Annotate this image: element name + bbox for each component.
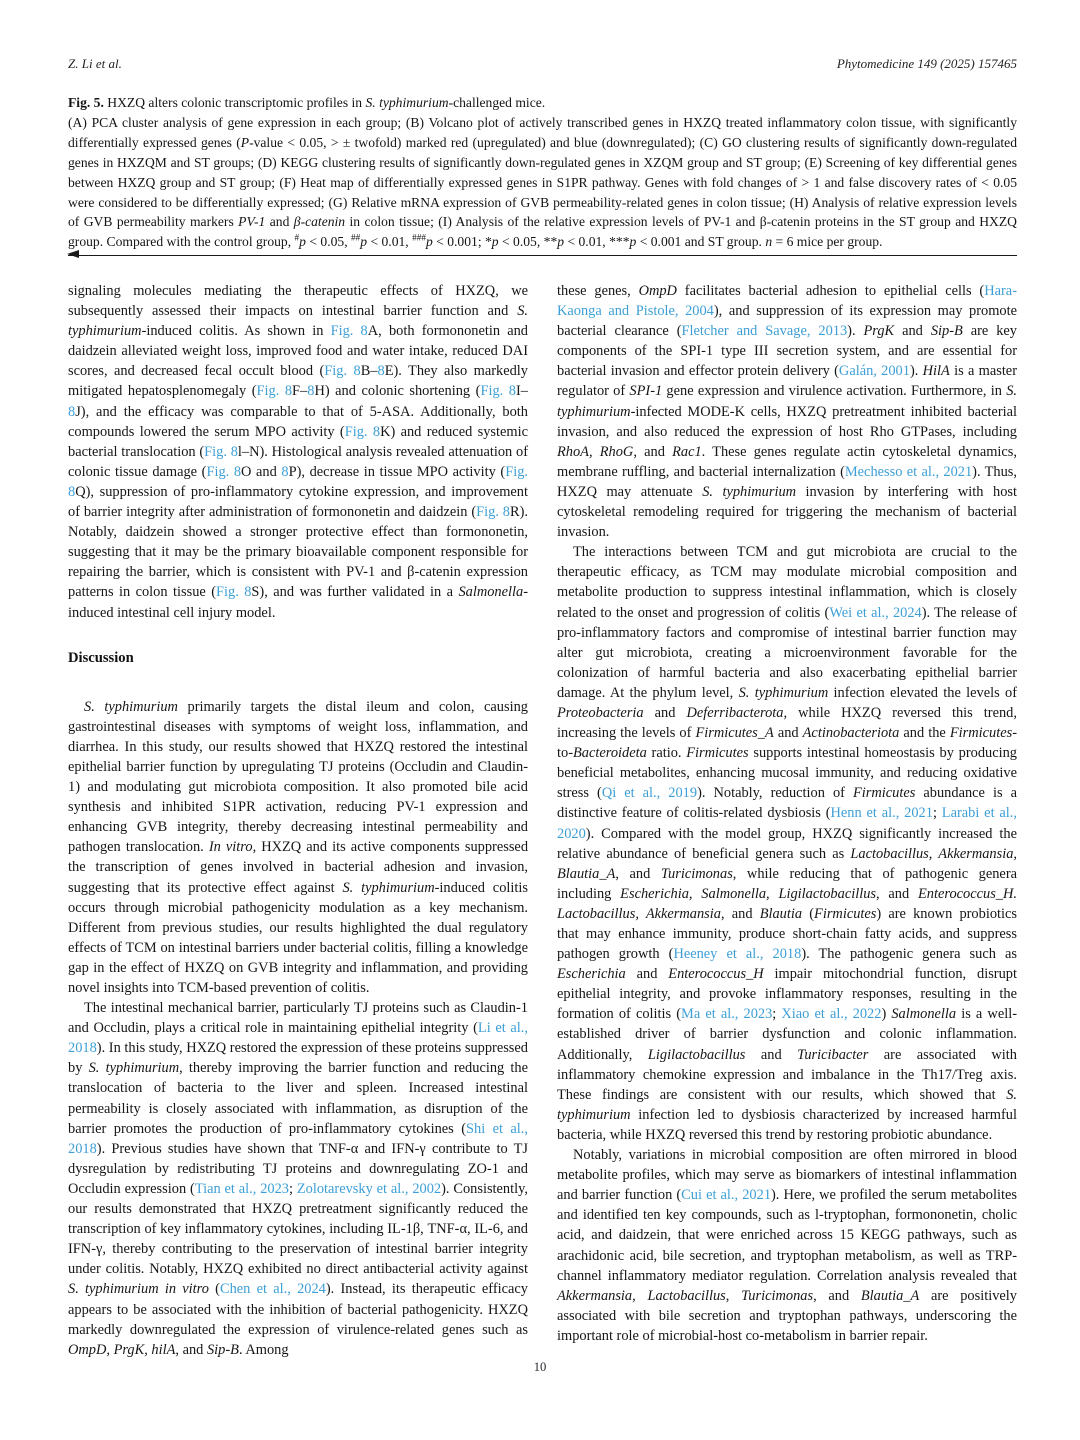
caption-divider-arrow [68, 255, 1017, 256]
citation-link[interactable]: Heeney et al., 2018 [673, 946, 802, 963]
italic-text: Firmicutes [949, 725, 1013, 742]
superscript-marker: ### [412, 232, 426, 243]
italic-text: S. typhimurium in vitro [68, 1281, 209, 1298]
italic-text: S. typhimurium [88, 1060, 180, 1077]
italic-text: Sip-B [206, 1341, 239, 1358]
italic-text: OmpD [638, 283, 677, 299]
italic-text: Firmicutes_A [695, 725, 774, 742]
citation-link[interactable]: Larabi et al., 2020 [557, 805, 1017, 842]
superscript-marker: # [294, 232, 300, 243]
page-number: 10 [533, 1360, 547, 1374]
italic-text: S. typhimurium [738, 684, 829, 701]
italic-text: In vitro [208, 839, 253, 856]
citation-link[interactable]: Fig. 8 [476, 504, 510, 521]
italic-text: Actinobacteriota [802, 725, 900, 742]
italic-text: HilA [922, 363, 950, 380]
italic-text: Blautia_A [860, 1287, 920, 1304]
italic-text: S. typhimurium [342, 879, 435, 896]
citation-link[interactable]: 8 [307, 383, 315, 400]
italic-text: S. typhimurium [557, 1086, 1017, 1123]
journal-reference: Phytomedicine 149 (2025) 157465 [836, 56, 1017, 71]
bold-text: Fig. 5. [68, 95, 104, 110]
citation-link[interactable]: Tian et al., 2023 [194, 1180, 289, 1197]
italic-text: Blautia [759, 905, 803, 922]
figure-caption-title: Fig. 5. HXZQ alters colonic transcriptomic profiles in S. typhimurium-challenged mice. [68, 95, 546, 110]
page-footer [0, 1360, 1080, 1375]
paragraph: The interactions between TCM and gut microbiota are crucial to the therapeutic efficacy, as TCM may modulate microbial composition and metabolite production to suppress intestinal inflammation, which is closely related to the onset and progression of colitis (Wei et al., 2024). The release of pro-inflammatory factors and compromise of intestinal barrier function may alter gut microbiota, creating a microenvironment favorable for the colonization of harmful bacteria and also exacerbating epithelial barrier damage. At the phylum level, S. typhimurium infection elevated the levels of Proteobacteria and Deferribacterota, while HXZQ reversed this trend, increasing the levels of Firmicutes_A and Actinobacteriota and the Firmicutes-to-Bacteroideta ratio. Firmicutes supports intestinal homeostasis by producing beneficial metabolites, enhancing mucosal immunity, and reducing oxidative stress (Qi et al., 2019). Notably, reduction of Firmicutes abundance is a distinctive feature of colitis-related dysbiosis (Henn et al., 2021; Larabi et al., 2020). Compared with the model group, HXZQ significantly increased the relative abundance of beneficial genera such as Lactobacillus, Akkermansia, Blautia_A, and Turicimonas, while reducing that of pathogenic genera including Escherichia, Salmonella, Ligilactobacillus, and Enterococcus_H. Lactobacillus, Akkermansia, and Blautia (Firmicutes) are known probiotics that may enhance immunity, produce short-chain fatty acids, and suppress pathogen growth (Heeney et al., 2018). The pathogenic genera such as Escherichia and Enterococcus_H impair mitochondrial function, disrupt epithelial integrity, and provoke inflammatory responses, resulting in the formation of colitis (Ma et al., 2023; Xiao et al., 2022) Salmonella is a well-established driver of barrier dysfunction and colonic inflammation. Additionally, Ligilactobacillus and Turicibacter are associated with inflammatory chemokine expression and imbalance in the Th17/Treg axis. These findings are consistent with our results, which showed that S. typhimurium infection led to dysbiosis characterized by increased harmful bacteria, while HXZQ reversed this trend by restoring probiotic abundance. [557, 544, 1018, 1143]
citation-link[interactable]: Ma et al., 2023 [681, 1006, 773, 1023]
italic-text: S. typhimurium [365, 95, 449, 110]
citation-link[interactable]: Chen et al., 2024 [219, 1281, 326, 1298]
citation-link[interactable]: Fig. 8 [216, 584, 252, 601]
citation-link[interactable]: Qi et al., 2019 [601, 785, 698, 802]
paragraph: these genes, OmpD facilitates bacterial adhesion to epithelial cells (Hara-Kaonga and Pistole, 2004), and suppression of its expression may promote bacterial clearance (Fletcher and Savage, 2013). PrgK and Sip-B are key components of the SPI-1 type III secretion system, and are essential for bacterial invasion and effector protein delivery (Galán, 2001). HilA is a master regulator of SPI-1 gene expression and virulence activation. Furthermore, in S. typhimurium-infected MODE-K cells, HXZQ pretreatment inhibited bacterial invasion, and also reduced the expression of host Rho GTPases, including RhoA, RhoG, and Rac1. These genes regulate actin cytoskeletal dynamics, membrane ruffling, and bacterial internalization (Mechesso et al., 2021). Thus, HXZQ may attenuate S. typhimurium invasion by interfering with host cytoskeletal remodeling required for triggering the mechanism of bacterial invasion. [557, 283, 1018, 541]
citation-link[interactable]: Shi et al., 2018 [68, 1120, 529, 1157]
italic-text: p [299, 234, 306, 250]
section-heading: Discussion [68, 649, 134, 666]
citation-link[interactable]: Wei et al., 2024 [829, 604, 922, 621]
citation-link[interactable]: Cui et al., 2021 [681, 1187, 772, 1204]
italic-text: Akkermansia, Lactobacillus, Turicimonas [557, 1287, 814, 1304]
figure-caption [68, 93, 1017, 252]
italic-text: Deferribacterota [686, 704, 784, 721]
page-header [68, 56, 1017, 71]
citation-link[interactable]: Fig. 8 [344, 423, 381, 440]
italic-text: Lactobacillus, Akkermansia, Blautia_A [557, 845, 1018, 882]
citation-link[interactable]: 8 [281, 463, 289, 480]
italic-text: Bacteroideta [573, 745, 647, 762]
right-column [557, 281, 1017, 1360]
citation-link[interactable]: Xiao et al., 2022 [781, 1006, 882, 1023]
italic-text: Firmicutes [686, 745, 749, 762]
citation-link[interactable]: Fig. 8 [256, 383, 293, 400]
italic-text: Enterococcus_H. Lactobacillus, Akkermansia [557, 885, 1017, 922]
citation-link[interactable]: Fig. 8 [206, 463, 242, 480]
italic-text: β-catenin [293, 214, 346, 230]
citation-link[interactable]: Fig. 8 [204, 443, 238, 460]
citation-link[interactable]: 8 [68, 403, 76, 420]
italic-text: S. typhimurium [557, 383, 1018, 420]
italic-text: n [765, 234, 773, 250]
citation-link[interactable]: Henn et al., 2021 [830, 805, 933, 822]
italic-text: Turicibacter [797, 1046, 869, 1063]
italic-text: Rac1 [672, 443, 702, 460]
citation-link[interactable]: Fig. 8 [324, 363, 361, 380]
left-column [68, 281, 528, 1360]
citation-link[interactable]: Fig. 8 [330, 323, 368, 340]
italic-text: SPI-1 [629, 383, 663, 400]
paragraph: Notably, variations in microbial composition are often mirrored in blood metabolite profiles, which may serve as biomarkers of intestinal inflammation and barrier function (Cui et al., 2021). Here, we profiled the serum metabolites and identified ten key compounds, such as l-tryptophan, formononetin, cholic acid, and daidzein, that were enriched across 15 KEGG pathways, such as arachidonic acid, bile secretion, and tryptophan metabolism, as well as TRP-channel inflammatory mediator regulation. Correlation analysis revealed that Akkermansia, Lactobacillus, Turicimonas, and Blautia_A are positively associated with bile secretion and tryptophan pathways, underscoring the important role of microbial-host co-metabolism in barrier repair. [557, 1147, 1018, 1344]
italic-text: Firmicutes [853, 785, 916, 802]
italic-text: OmpD, PrgK, hilA [68, 1341, 176, 1358]
italic-text: P [240, 134, 250, 150]
citation-link[interactable]: Galán, 2001 [838, 363, 910, 380]
italic-text: p [629, 234, 637, 250]
citation-link[interactable]: Hara-Kaonga and Pistole, 2004 [557, 283, 1017, 320]
paragraph: S. typhimurium primarily targets the distal ileum and colon, causing gastrointestinal diseases with symptoms of weight loss, inflammation, and diarrhea. In this study, our results showed that HXZQ restored the intestinal epithelial barrier function by upregulating TJ proteins (Occludin and Claudin-1) and modulating gut microbiota composition. It also promoted bile acid synthesis and inhibited S1PR activation, reducing PV-1 expression and enhancing GVB integrity, thereby decreasing intestinal permeability and pathogen translocation. In vitro, HXZQ and its active components suppressed the transcription of genes involved in bacterial adhesion and invasion, suggesting that its protective effect against S. typhimurium-induced colitis occurs through microbial pathogenicity modulation as a key mechanism. Different from previous studies, our results highlighted the dual regulatory effects of TCM on intestinal barriers under bacterial colitis, filling a knowledge gap in the effect of HXZQ on GVB integrity and inflammation, and providing novel insights into TCM-based prevention of colitis. [68, 698, 529, 996]
paragraph: signaling molecules mediating the therapeutic effects of HXZQ, we subsequently assessed their impacts on intestinal barrier function and S. typhimurium-induced colitis. As shown in Fig. 8A, both formononetin and daidzein alleviated weight loss, improved food and water intake, reduced DAI scores, and decreased fecal occult blood (Fig. 8B–8E). They also markedly mitigated hepatosplenomegaly (Fig. 8F–8H) and colonic shortening (Fig. 8I–8J), and the efficacy was comparable to that of 5-ASA. Additionally, both compounds lowered the serum MPO activity (Fig. 8K) and reduced systemic bacterial translocation (Fig. 8l–N). Histological analysis revealed attenuation of colonic tissue damage (Fig. 8O and 8P), decrease in tissue MPO activity (Fig. 8Q), suppression of pro-inflammatory cytokine expression, and improvement of barrier integrity after administration of formononetin and daidzein (Fig. 8R). Notably, daidzein showed a stronger protective effect than formononetin, suggesting that it may be the primary bioavailable component responsible for repairing the barrier, which is consistent with PV-1 and β-catenin expression patterns in colon tissue (Fig. 8S), and was further validated in a Salmonella-induced intestinal cell injury model. [68, 283, 529, 621]
italic-text: p [557, 234, 565, 250]
italic-text: PV-1 [238, 214, 266, 230]
italic-text: S. typhimurium [68, 303, 528, 340]
citation-link[interactable]: Fig. 8 [480, 383, 516, 400]
italic-text: p [425, 234, 433, 250]
italic-text: Enterococcus_H [668, 966, 764, 983]
citation-link[interactable]: Zolotarevsky et al., 2002 [296, 1180, 442, 1197]
italic-text: S. typhimurium [84, 698, 178, 715]
italic-text: PrgK [863, 323, 895, 340]
citation-link[interactable]: 8 [377, 363, 385, 380]
italic-text: Escherichia [557, 966, 626, 983]
italic-text: p [360, 234, 368, 250]
running-head: Z. Li et al. [68, 56, 122, 71]
italic-text: Sip-B [930, 323, 963, 340]
citation-link[interactable]: Mechesso et al., 2021 [844, 463, 973, 480]
italic-text: Salmonella [891, 1006, 957, 1023]
italic-text: Escherichia, Salmonella, Ligilactobacillus [620, 885, 877, 902]
paragraph: The intestinal mechanical barrier, particularly TJ proteins such as Claudin-1 and Occludin, plays a critical role in maintaining epithelial integrity (Li et al., 2018). In this study, HXZQ restored the expression of these proteins suppressed by S. typhimurium, thereby improving the barrier function and reducing the translocation of bacteria to the liver and spleen. Increased intestinal permeability is closely associated with inflammation, as disruption of the barrier promotes the production of pro-inflammatory cytokines (Shi et al., 2018). Previous studies have shown that TNF-α and IFN-γ contribute to TJ dysregulation by redistributing TJ proteins and downregulating ZO-1 and Occludin expression (Tian et al., 2023; Zolotarevsky et al., 2002). Consistently, our results demonstrated that HXZQ pretreatment significantly reduced the transcription of key inflammatory cytokines, including IL-1β, TNF-α, IL-6, and IFN-γ, thereby contributing to the preservation of intestinal barrier integrity under colitis. Notably, HXZQ exhibited no direct antibacterial activity against S. typhimurium in vitro (Chen et al., 2024). Instead, its therapeutic efficacy appears to be associated with the inhibition of bacterial pathogenicity. HXZQ markedly downregulated the expression of virulence-related genes such as OmpD, PrgK, hilA, and Sip-B. Among [68, 1000, 529, 1358]
citation-link[interactable]: Li et al., 2018 [68, 1020, 528, 1057]
italic-text: Proteobacteria [557, 704, 644, 721]
body-columns [68, 281, 1017, 1360]
italic-text: p [491, 234, 499, 250]
italic-text: S. typhimurium [702, 483, 797, 500]
citation-link[interactable]: Fletcher and Savage, 2013 [681, 323, 848, 340]
figure-caption-body: (A) PCA cluster analysis of gene expression in each group; (B) Volcano plot of actively transcribed genes in HXZQ treated inflammatory colon tissue, with significantly differentially expressed genes (P-value < 0.05, > ± twofold) marked red (upregulated) and blue (downregulated); (C) GO clustering results of significantly down-regulated genes in HXZQM and ST groups; (D) KEGG clustering results of significantly down-regulated genes in XZQM group and ST group; (E) Screening of key differential genes between HXZQ group and ST group; (F) Heat map of differentially expressed genes in S1PR pathway. Genes with fold changes of > 1 and false discovery rates of < 0.05 were considered to be differentially expressed; (G) Relative mRNA expression of GVB permeability-related genes in colon tissue; (H) Analysis of relative expression levels of GVB permeability markers PV-1 and β-catenin in colon tissue; (I) Analysis of the relative expression levels of PV-1 and β-catenin proteins in the ST group and HXZQ group. Compared with the control group, #p < 0.05, ##p < 0.01, ###p < 0.001; *p < 0.05, **p < 0.01, ***p < 0.001 and ST group. n = 6 mice per group. [68, 114, 1017, 250]
italic-text: Firmicutes [814, 905, 877, 922]
italic-text: Ligilactobacillus [647, 1046, 746, 1063]
superscript-marker: ## [351, 232, 361, 243]
italic-text: Salmonella [458, 584, 524, 601]
italic-text: RhoA, RhoG [557, 443, 634, 460]
italic-text: Turicimonas [660, 865, 733, 882]
citation-link[interactable]: Fig. 8 [68, 463, 528, 500]
